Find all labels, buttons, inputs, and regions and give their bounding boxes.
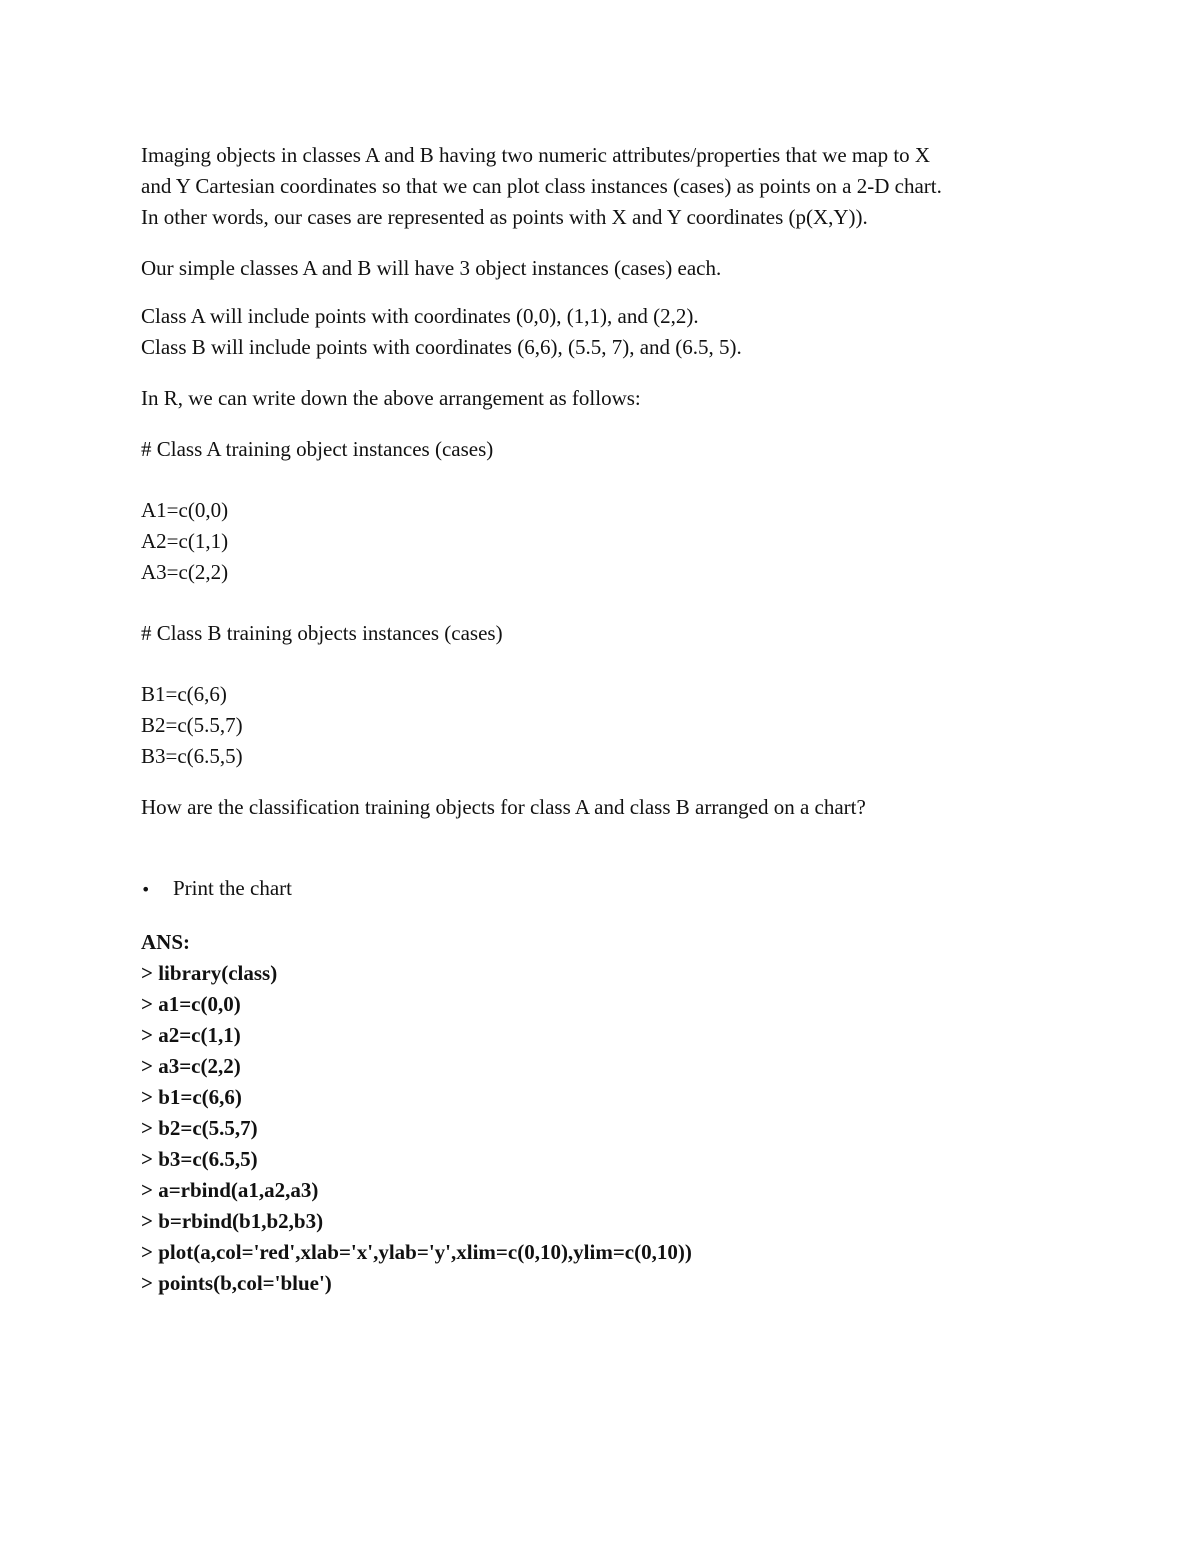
class-description-paragraph: [141, 301, 1101, 363]
answer-code-line: > plot(a,col='red',xlab='x',ylab='y',xlim=c(0,10),ylim=c(0,10)): [141, 1240, 692, 1264]
intro-line: In other words, our cases are represented as points with X and Y coordinates (p(X,Y)).: [141, 205, 868, 229]
document-page: [141, 140, 1101, 1299]
r-intro-paragraph: In R, we can write down the above arrangement as follows:: [141, 386, 641, 410]
answer-code-line: > a=rbind(a1,a2,a3): [141, 1178, 319, 1202]
intro-line: Imaging objects in classes A and B having two numeric attributes/properties that we map to X: [141, 143, 931, 167]
bullet-icon: •: [141, 880, 151, 899]
bullet-text: Print the chart: [173, 876, 292, 900]
answer-label: ANS:: [141, 930, 191, 954]
code-line: A1=c(0,0): [141, 498, 229, 522]
answer-block: [141, 927, 1101, 1299]
code-line: B1=c(6,6): [141, 682, 227, 706]
simple-classes-paragraph: Our simple classes A and B will have 3 object instances (cases) each.: [141, 256, 722, 280]
answer-code-line: > b2=c(5.5,7): [141, 1116, 258, 1140]
code-line: B3=c(6.5,5): [141, 744, 243, 768]
intro-line: and Y Cartesian coordinates so that we can plot class instances (cases) as points on a 2-D chart.: [141, 174, 942, 198]
bullet-list-item: [141, 873, 1101, 905]
question-paragraph: How are the classification training objects for class A and class B arranged on a chart?: [141, 795, 866, 819]
code-line: B2=c(5.5,7): [141, 713, 243, 737]
class-b-comment: # Class B training objects instances (cases): [141, 621, 503, 645]
intro-paragraph: [141, 140, 1101, 233]
answer-code-line: > library(class): [141, 961, 278, 985]
answer-code-line: > a2=c(1,1): [141, 1023, 241, 1047]
class-a-comment: # Class A training object instances (cases): [141, 437, 494, 461]
answer-code-line: > a1=c(0,0): [141, 992, 241, 1016]
class-b-description: Class B will include points with coordinates (6,6), (5.5, 7), and (6.5, 5).: [141, 335, 742, 359]
answer-code-line: > b3=c(6.5,5): [141, 1147, 258, 1171]
code-line: A3=c(2,2): [141, 560, 229, 584]
class-a-code-block: [141, 495, 1101, 588]
code-line: A2=c(1,1): [141, 529, 229, 553]
class-a-description: Class A will include points with coordinates (0,0), (1,1), and (2,2).: [141, 304, 699, 328]
answer-code-line: > points(b,col='blue'): [141, 1271, 332, 1295]
answer-code-line: > b=rbind(b1,b2,b3): [141, 1209, 324, 1233]
class-b-code-block: [141, 679, 1101, 772]
answer-code-line: > a3=c(2,2): [141, 1054, 241, 1078]
answer-code-line: > b1=c(6,6): [141, 1085, 242, 1109]
